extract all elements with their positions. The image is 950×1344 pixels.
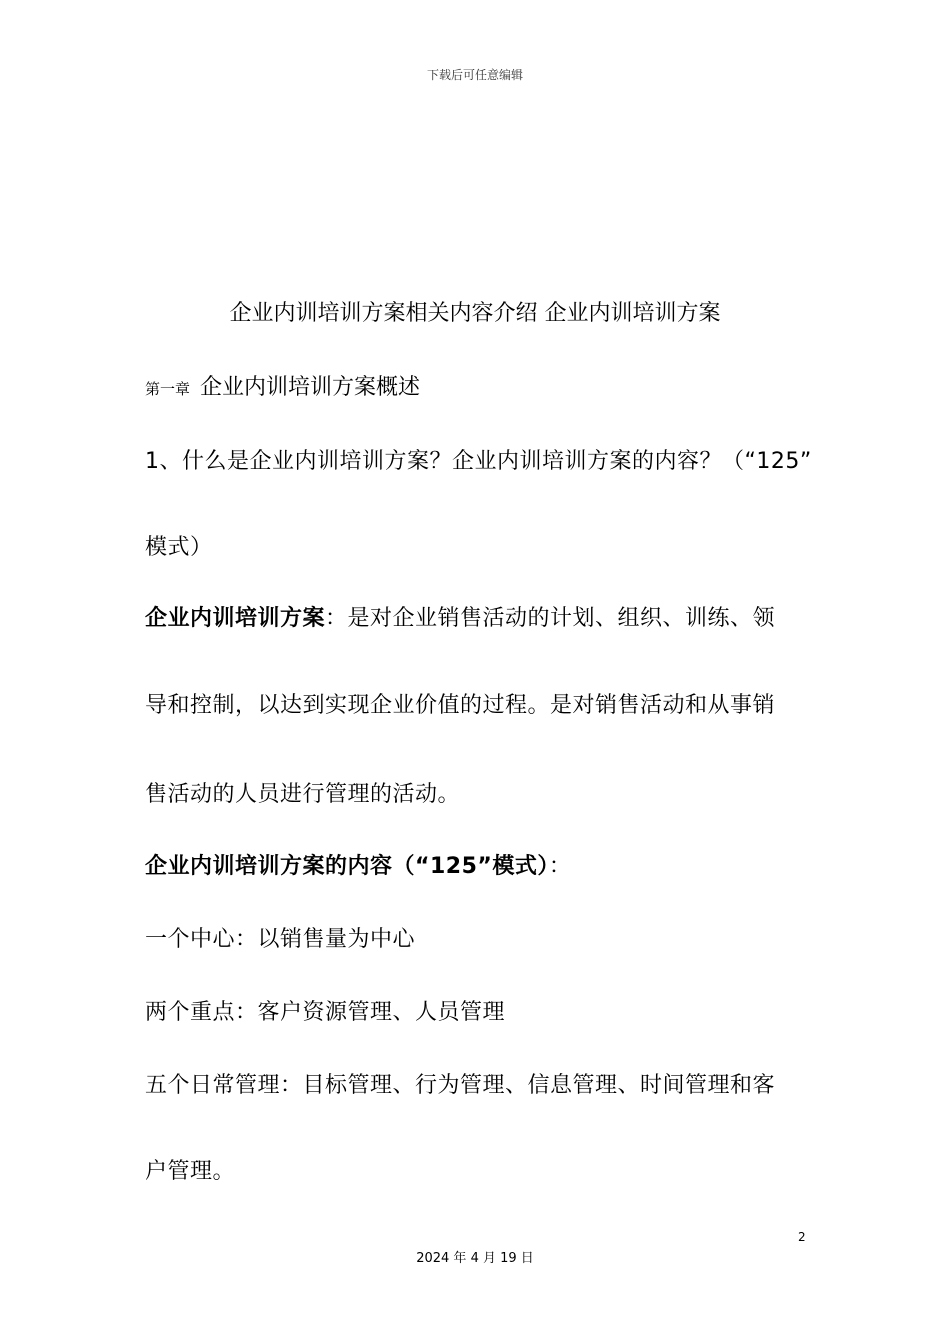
chapter-title: 企业内训培训方案概述: [200, 375, 421, 400]
content-heading-colon: ：: [548, 854, 572, 879]
chapter-label: 第一章: [145, 380, 191, 398]
definition-term: 企业内训培训方案: [145, 606, 326, 631]
question-line-1: 1、什么是企业内训培训方案？企业内训培训方案的内容？（“125”: [145, 449, 812, 474]
question-line-2: 模式）: [145, 535, 213, 560]
footer-date: 2024 年 4 月 19 日: [416, 1251, 534, 1266]
page-header: 下载后可任意编辑: [426, 68, 523, 82]
definition-line-3: 售活动的人员进行管理的活动。: [145, 782, 461, 807]
content-item-3-line-1: 五个日常管理：目标管理、行为管理、信息管理、时间管理和客: [145, 1073, 776, 1098]
chapter-heading: [145, 370, 420, 401]
definition-line-1: [145, 601, 775, 632]
definition-line-2: 导和控制，以达到实现企业价值的过程。是对销售活动和从事销: [145, 693, 776, 718]
page-number: 2: [798, 1230, 806, 1244]
content-item-2: 两个重点：客户资源管理、人员管理: [145, 1000, 506, 1025]
content-item-3-line-2: 户管理。: [145, 1159, 236, 1184]
definition-text: ：是对企业销售活动的计划、组织、训练、领: [325, 606, 776, 631]
content-heading-text: 企业内训培训方案的内容（“125”模式）: [145, 854, 549, 879]
document-title: 企业内训培训方案相关内容介绍 企业内训培训方案: [229, 301, 721, 326]
content-item-1: 一个中心：以销售量为中心: [145, 927, 416, 952]
content-heading: [145, 849, 571, 880]
